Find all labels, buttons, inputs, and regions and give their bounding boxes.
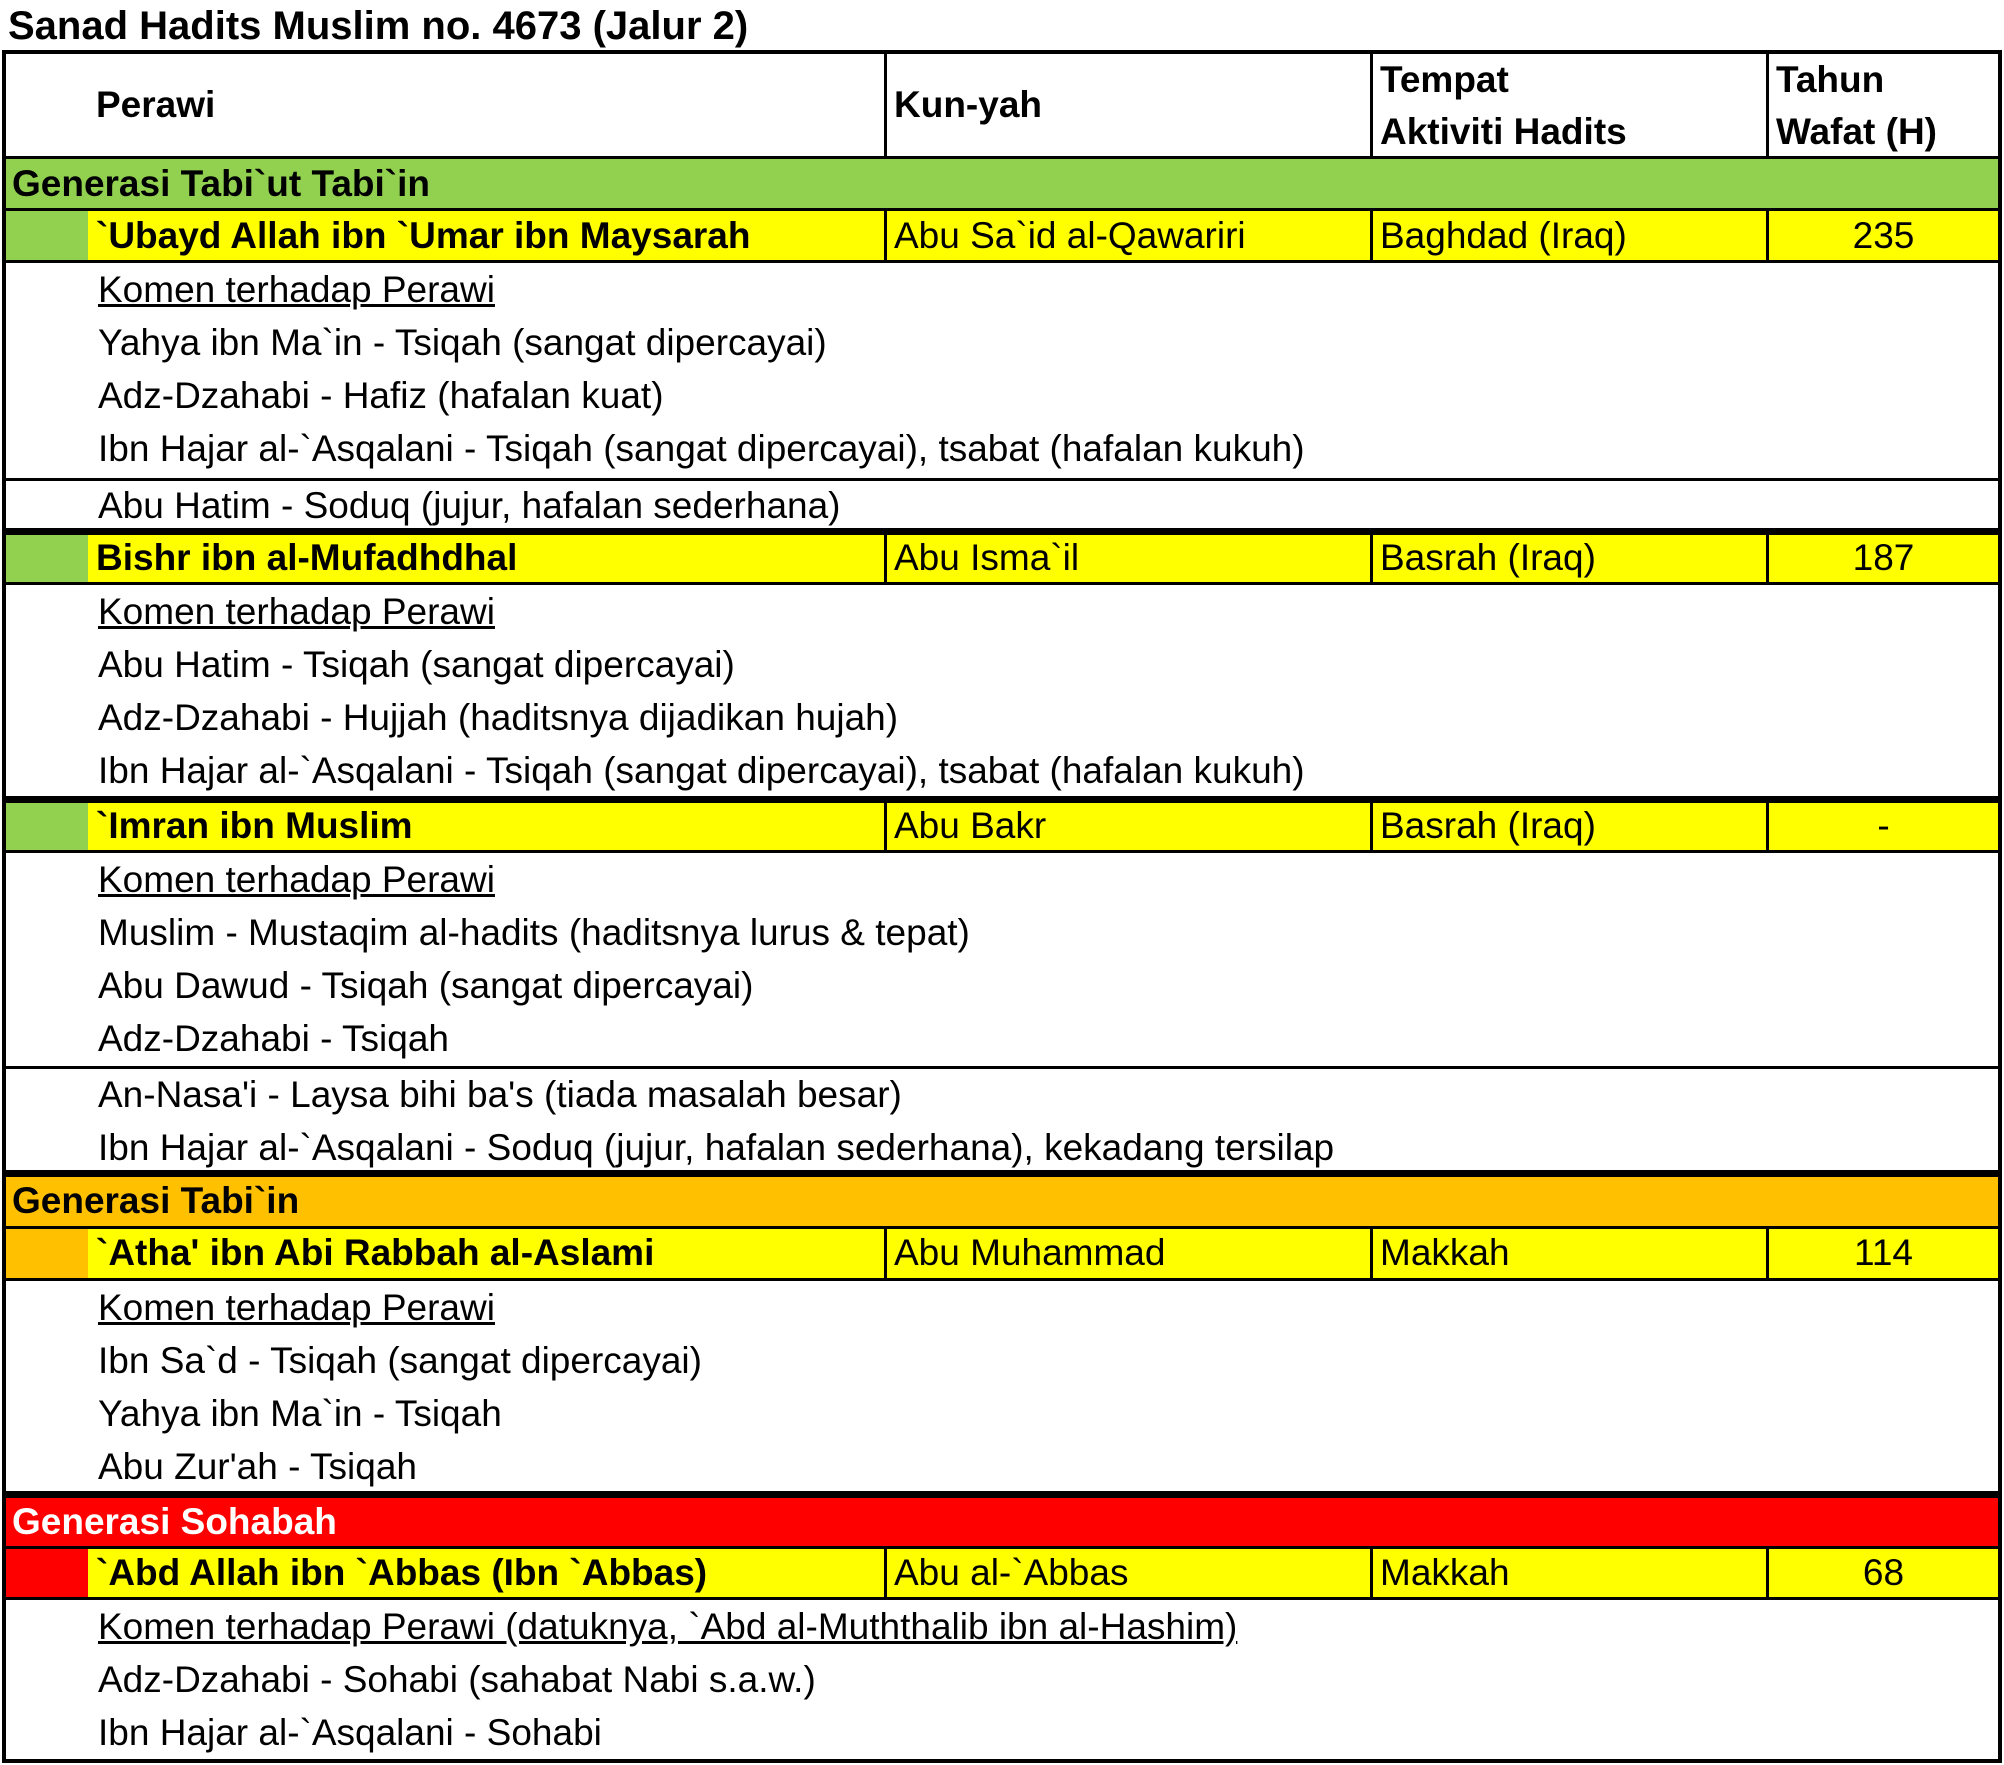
comment-line: An-Nasa'i - Laysa bihi ba's (tiada masalah besar) (98, 1074, 902, 1115)
narrator-name: `Abd Allah ibn `Abbas (Ibn `Abbas) (96, 1552, 708, 1593)
generation-label: Generasi Sohabah (12, 1501, 337, 1542)
comment-heading: Komen terhadap Perawi (98, 591, 495, 632)
comment-line: Muslim - Mustaqim al-hadits (haditsnya lurus & tepat) (98, 912, 970, 953)
header-tahun-1: Tahun (1776, 59, 1885, 100)
narrator-name: `Atha' ibn Abi Rabbah al-Aslami (96, 1232, 655, 1273)
comment-line: Abu Zur'ah - Tsiqah (98, 1446, 417, 1487)
narrator-place: Basrah (Iraq) (1380, 805, 1596, 846)
narrator-row (6, 535, 1998, 583)
generation-marker (6, 1229, 88, 1278)
narrator-kunyah: Abu Muhammad (894, 1232, 1166, 1273)
comment-line: Ibn Hajar al-`Asqalani - Sohabi (98, 1712, 602, 1753)
narrator-kunyah: Abu al-`Abbas (894, 1552, 1129, 1593)
comment-heading: Komen terhadap Perawi (98, 859, 495, 900)
comment-line: Adz-Dzahabi - Hafiz (hafalan kuat) (98, 375, 664, 416)
narrator-place: Makkah (1380, 1552, 1510, 1593)
page-title: Sanad Hadits Muslim no. 4673 (Jalur 2) (8, 4, 749, 48)
generation-label: Generasi Tabi`ut Tabi`in (12, 163, 431, 204)
generation-marker (6, 803, 88, 851)
sanad-table (2, 50, 2002, 1763)
comment-line: Abu Hatim - Tsiqah (sangat dipercayai) (98, 644, 735, 685)
comment-heading: Komen terhadap Perawi (datuknya, `Abd al-Muththalib ibn al-Hashim) (98, 1606, 1238, 1647)
comment-line: Adz-Dzahabi - Sohabi (sahabat Nabi s.a.w.) (98, 1659, 816, 1700)
generation-sohabah (6, 1498, 1998, 1546)
narrator-kunyah: Abu Sa`id al-Qawariri (894, 215, 1246, 256)
header-kunyah: Kun-yah (894, 84, 1042, 125)
generation-marker (6, 211, 88, 261)
comment-line: Ibn Hajar al-`Asqalani - Soduq (jujur, hafalan sederhana), kekadang tersilap (98, 1127, 1335, 1168)
narrator-row (6, 1549, 1998, 1597)
narrator-place: Baghdad (Iraq) (1380, 215, 1627, 256)
narrator-row (6, 803, 1998, 851)
comment-line: Adz-Dzahabi - Tsiqah (98, 1018, 449, 1059)
narrator-year: 235 (1852, 215, 1915, 256)
comment-heading: Komen terhadap Perawi (98, 269, 495, 310)
comment-line: Adz-Dzahabi - Hujjah (haditsnya dijadikan hujah) (98, 697, 899, 738)
narrator-name: `Ubayd Allah ibn `Umar ibn Maysarah (96, 215, 751, 256)
comment-heading: Komen terhadap Perawi (98, 1287, 495, 1328)
comment-line: Ibn Hajar al-`Asqalani - Tsiqah (sangat dipercayai), tsabat (hafalan kukuh) (98, 428, 1305, 469)
comment-line: Abu Dawud - Tsiqah (sangat dipercayai) (98, 965, 754, 1006)
comment-line: Abu Hatim - Soduq (jujur, hafalan sederhana) (98, 485, 841, 526)
narrator-place: Makkah (1380, 1232, 1510, 1273)
generation-tabiin (6, 1177, 1998, 1226)
comment-line: Ibn Sa`d - Tsiqah (sangat dipercayai) (98, 1340, 702, 1381)
narrator-name: Bishr ibn al-Mufadhdhal (96, 537, 518, 578)
header-tempat-2: Aktiviti Hadits (1380, 111, 1627, 152)
narrator-year: 68 (1862, 1552, 1905, 1593)
generation-marker (6, 1549, 88, 1597)
narrator-name: `Imran ibn Muslim (96, 805, 413, 846)
narrator-place: Basrah (Iraq) (1380, 537, 1596, 578)
narrator-row (6, 1229, 1998, 1278)
narrator-kunyah: Abu Isma`il (894, 537, 1080, 578)
generation-marker (6, 535, 88, 583)
narrator-kunyah: Abu Bakr (894, 805, 1047, 846)
comment-line: Yahya ibn Ma`in - Tsiqah (98, 1393, 502, 1434)
narrator-year: 114 (1854, 1232, 1913, 1273)
header-tahun-2: Wafat (H) (1776, 111, 1937, 152)
generation-tabiut-tabiin (6, 159, 1998, 209)
comment-line: Ibn Hajar al-`Asqalani - Tsiqah (sangat dipercayai), tsabat (hafalan kukuh) (98, 750, 1305, 791)
header-tempat-1: Tempat (1380, 59, 1509, 100)
generation-label: Generasi Tabi`in (12, 1180, 300, 1221)
header-perawi: Perawi (96, 84, 216, 125)
narrator-year: 187 (1852, 537, 1915, 578)
narrator-year: - (1877, 805, 1890, 846)
narrator-row (6, 211, 1998, 261)
comment-line: Yahya ibn Ma`in - Tsiqah (sangat dipercayai) (98, 322, 827, 363)
table-header (6, 54, 1998, 159)
